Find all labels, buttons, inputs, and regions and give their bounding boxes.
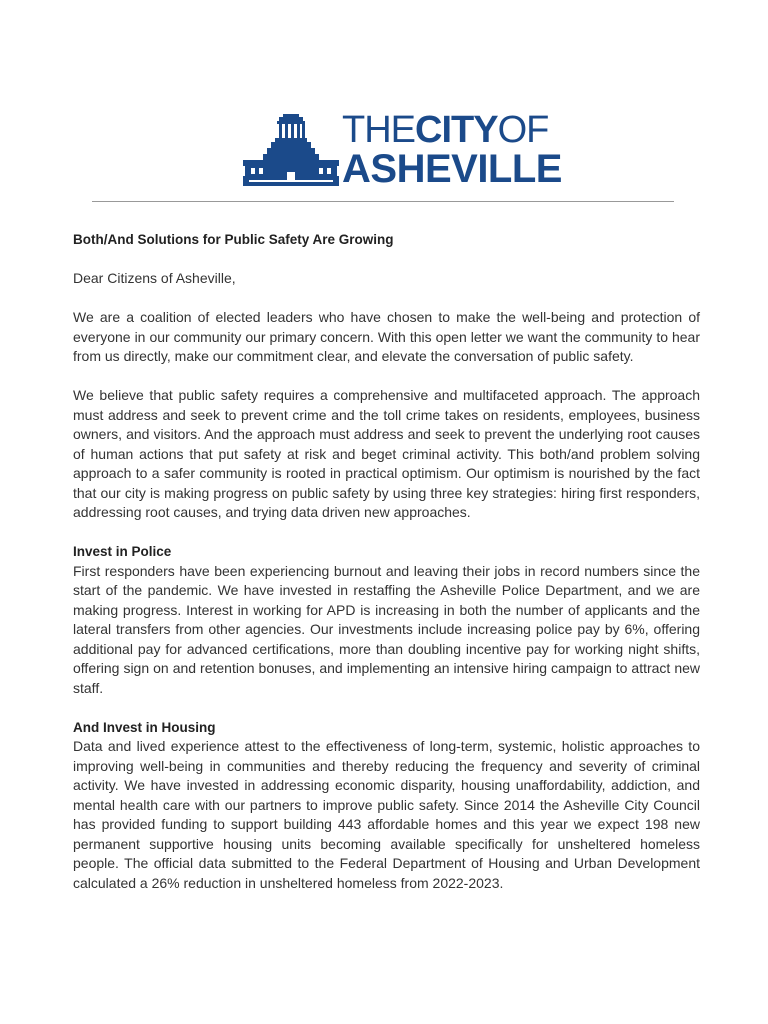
spacer bbox=[73, 250, 700, 270]
section-body-housing: Data and lived experience attest to the effectiveness of long-term, systemic, holistic approaches to improving well-being in communities and thereby reducing the frequency and severity of criminal activity. We have invested in addressing economic disparity, housing unaffordability, addiction, and mental health care with our partners to improve public safety. Since 2014 the Asheville City Council has provided funding to support building 443 affordable homes and this year we expect 198 new permanent supportive housing units becoming available specifically for unsheltered homeless people. The official data submitted to the Federal Department of Housing and Urban Development calculated a 26% reduction in unsheltered homeless from 2022-2023. bbox=[73, 738, 700, 891]
spacer bbox=[73, 523, 700, 543]
spacer bbox=[73, 698, 700, 718]
salutation: Dear Citizens of Asheville, bbox=[73, 270, 236, 286]
intro-paragraph: We are a coalition of elected leaders who have chosen to make the well-being and protection of everyone in our community our primary concern. With this open letter we want the community to hear from us directly, make our commitment clear, and elevate the conversation of public safety. bbox=[73, 309, 700, 364]
logo-text-the: THE bbox=[342, 109, 415, 151]
logo-text-of: OF bbox=[497, 109, 549, 151]
city-logo bbox=[243, 109, 562, 191]
section-title-police: Invest in Police bbox=[73, 544, 172, 559]
letter-body bbox=[73, 230, 700, 893]
section-body-police: First responders have been experiencing burnout and leaving their jobs in record numbers since the start of the pandemic. We have invested in restaffing the Asheville Police Department, and we are making progress. Interest in working for APD is increasing in both the number of applicants and the lateral transfers from other agencies. Our investments include increasing police pay by 6%, offering additional pay for advanced certifications, more than doubling incentive pay for working night shifts, offering sign on and retention bonuses, and implementing an intensive hiring campaign to attract new staff. bbox=[73, 562, 700, 696]
section-title-housing: And Invest in Housing bbox=[73, 719, 216, 735]
spacer bbox=[73, 289, 700, 309]
spacer bbox=[73, 367, 700, 387]
logo-text-the-city-of bbox=[342, 110, 548, 150]
header-divider bbox=[92, 201, 674, 202]
logo-text-city: CITY bbox=[415, 109, 498, 151]
approach-paragraph: We believe that public safety requires a comprehensive and multifaceted approach. The approach must address and seek to prevent crime and the toll crime takes on residents, employees, business owners, and visitors. And the approach must address and seek to prevent the underlying root causes of human actions that put safety at risk and beget criminal activity. This both/and problem solving approach to a safer community is rooted in practical optimism. Our optimism is nourished by the fact that our city is making progress on public safety by using three key strategies: hiring first responders, addressing root causes, and trying data driven new approaches. bbox=[73, 387, 700, 520]
city-hall-icon bbox=[243, 112, 339, 188]
letter-title: Both/And Solutions for Public Safety Are Growing bbox=[73, 232, 394, 247]
logo-text-asheville: ASHEVILLE bbox=[342, 147, 562, 191]
